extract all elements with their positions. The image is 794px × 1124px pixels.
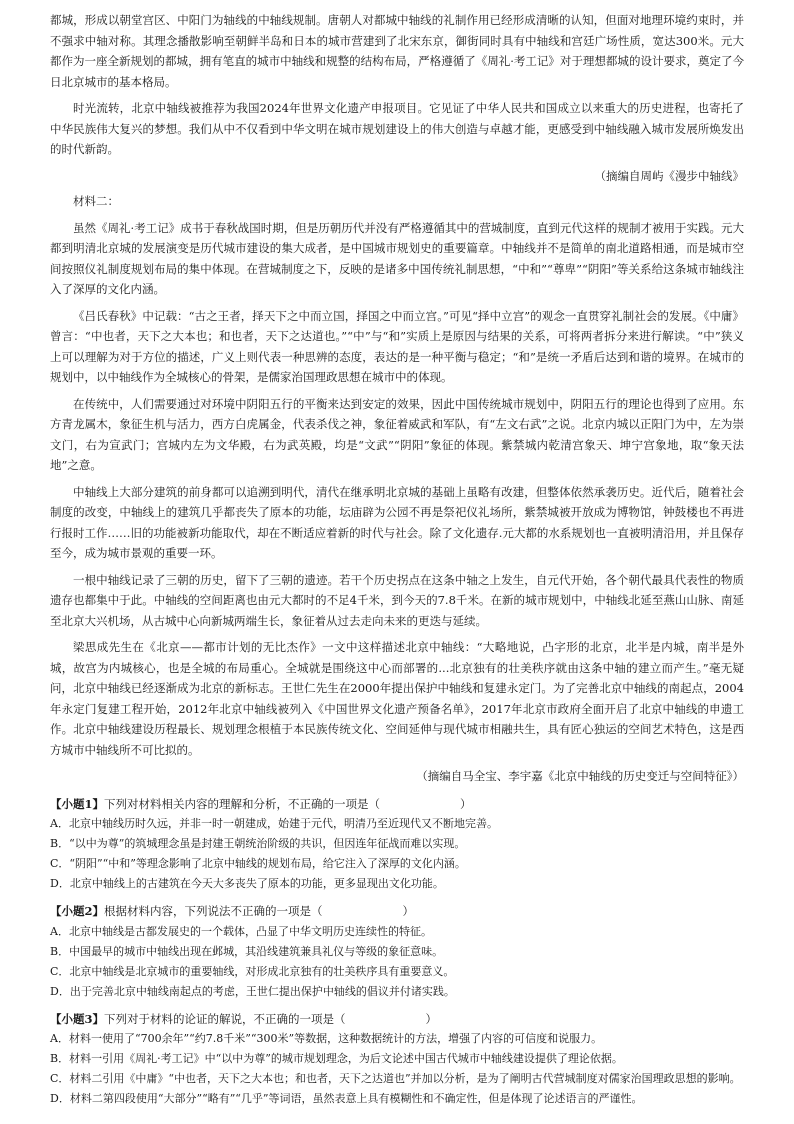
- question-tag: 【小题3】: [50, 1011, 105, 1026]
- material2-paragraph: 在传统中，人们需要通过对环境中阴阳五行的平衡来达到安定的效果，因此中国传统城市规划中，阴阳五行的理论也得到了应用。东方青龙属木，象征生机与活力，西方白虎属金，代表杀伐之神，象征着威武和军队，有“左文右武”之说。北京内城以正阳门为中，左为崇文门，右为宣武门；宫城内左为文华殿，右为武英殿，均是“文武”“阴阳”象征的体现。紫禁城内乾清宫象天、坤宁宫象地，取“象天法地”之意。: [50, 396, 744, 472]
- material2-paragraph: 梁思成先生在《北京——都市计划的无比杰作》一文中这样描述北京中轴线：“大略地说，凸字形的北京，北半是内城，南半是外城，故宫为内城核心，也是全城的布局重心。全城就是围绕这中心而部署的...北京独有的壮美秩序就由这条中轴的建立而产生。”毫无疑问，北京中轴线已经逐渐成为北京的新标志。王世仁先生在2000年提出保护中轴线和复建永定门。为了完善北京中轴线的南起点，2004年永定门复建工程开始，2012年北京中轴线被列入《中国世界文化遗产预备名单》，2017年北京市政府全面开启了北京中轴线的申遗工作。北京中轴线建设历程最长、规划理念根植于本民族传统文化、空间延伸与现代城市相融共生，具有匠心独运的空间艺术特色，这是西方城市中轴线所不可比拟的。: [50, 640, 744, 757]
- material2-paragraph: 《吕氏春秋》中记载：“古之王者，择天下之中而立国，择国之中而立宫。”可见“择中立宫”的观念一直贯穿礼制社会的发展。《中庸》曾言：“中也者，天下之大本也；和也者，天下之达道也。”“中”与“和”实质上是原因与结果的关系，可将两者拆分来进行解读。“中”狭义上可以理解为对于方位的描述，广义上则代表一种思辨的态度，表达的是一种平衡与稳定；“和”是统一矛盾后达到和谐的境界。在城市的规划中，以中轴线作为全城核心的骨架，是儒家治国理政思想在城市中的体现。: [50, 308, 744, 384]
- question-close: ）: [460, 796, 472, 811]
- option-c[interactable]: C．北京中轴线是北京城市的重要轴线，对形成北京独有的壮美秩序具有重要意义。: [50, 964, 455, 978]
- exam-page: [50, 10, 744, 1109]
- option-a[interactable]: A．材料一使用了“700余年”“约7.8千米”“300米”等数据，这种数据统计的方法，增强了内容的可信度和说服力。: [50, 1032, 603, 1045]
- option-b[interactable]: B．“以中为尊”的筑城理念虽是封建王朝统治阶级的共识，但因连年征战而难以实现。: [50, 837, 466, 850]
- option-a[interactable]: A．北京中轴线是古都发展史的一个载体，凸显了中华文明历史连续性的特征。: [50, 924, 432, 938]
- question-tag: 【小题1】: [50, 796, 105, 811]
- option-b[interactable]: B．材料一引用《周礼·考工记》中“以中为尊”的城市规划理念，为后文论述中国古代城市中轴线建设提供了理论依据。: [50, 1052, 623, 1065]
- option-a[interactable]: A．北京中轴线历时久远，并非一时一朝建成，始建于元代，明清乃至近现代又不断地完善。: [50, 817, 498, 830]
- question-stem: [50, 1009, 744, 1030]
- material2-paragraph: 虽然《周礼·考工记》成书于春秋战国时期，但是历朝历代并没有严格遵循其中的营城制度，直到元代这样的规制才被用于实践。元大都到明清北京城的发展演变是历代城市建设的集大成者，是中国城市规划史的重要篇章。中轴线并不是简单的南北道路相通，而是城市空间按照仪礼制度规划布局的集中体现。在营城制度之下，反映的是诸多中国传统礼制思想，“中和”“尊卑”“阴阳”等关系给这条城市轴线注入了深厚的文化内涵。: [50, 220, 744, 296]
- question-tag: 【小题2】: [50, 904, 105, 918]
- question-stem: [50, 794, 744, 815]
- question-close: ）: [402, 904, 415, 918]
- material2-paragraph: 一根中轴线记录了三朝的历史，留下了三朝的遗迹。若干个历史拐点在这条中轴之上发生，自元代开始，各个朝代最具代表性的物质遗存也都集中于此。中轴线的空间距离也由元大都时的不足4千米，到今天的7.8千米。在新的城市规划中，中轴线北延至燕山山脉、南延至北京大兴机场，从古城中心向新城两端生长，象征着从过去走向未来的更迭与延续。: [50, 572, 744, 628]
- option-c[interactable]: C．材料二引用《中庸》“中也者，天下之大本也；和也者，天下之达道也”并加以分析，是为了阐明古代营城制度对儒家治国理政思想的影响。: [50, 1072, 741, 1085]
- question-close: ）: [425, 1011, 438, 1026]
- question-1: [50, 794, 744, 895]
- option-d[interactable]: D．北京中轴线上的古建筑在今天大多丧失了原本的功能，更多显现出文化功能。: [50, 877, 444, 890]
- question-stem: [50, 901, 744, 922]
- question-text: 根据材料内容，下列说法不正确的一项是（: [104, 904, 323, 918]
- option-d[interactable]: D．材料二第四段使用“大部分”“略有”“几乎”等词语，虽然表意上具有模糊性和不确定性，但是体现了论述语言的严谨性。: [50, 1092, 643, 1105]
- material1-source: （摘编自周屿《漫步中轴线》: [594, 168, 744, 183]
- material2-paragraph: 中轴线上大部分建筑的前身都可以追溯到明代，清代在继承明北京城的基础上虽略有改建，但整体依然承袭历史。近代后，随着社会制度的改变，中轴线上的建筑几乎都丧失了原本的功能，坛庙辟为公园不再是祭祀仪礼场所，紫禁城被开放成为博物馆，钟鼓楼也不再进行报时工作……旧的功能被新功能取代，却在不断适应着新的时代与社会。除了文化遗存.元大都的水系规划也一直被明清沿用，并且保存至今，成为城市景观的重要一环。: [50, 484, 744, 560]
- option-d[interactable]: D．出于完善北京中轴线南起点的考虑，王世仁提出保护中轴线的倡议并付诸实践。: [50, 984, 455, 998]
- question-3: [50, 1009, 744, 1110]
- material2-source: （摘编自马全宝、李宇嘉《北京中轴线的历史变迁与空间特征》）: [416, 769, 744, 783]
- question-text: 下列对材料相关内容的理解和分析，不正确的一项是（: [104, 796, 381, 811]
- question-2: [50, 901, 744, 1002]
- option-c[interactable]: C．“阴阳”“中和”等理念影响了北京中轴线的规划布局，给它注入了深厚的文化内涵。: [50, 857, 466, 870]
- material1-paragraph: 都城，形成以朝堂宫区、中阳门为轴线的中轴线规制。唐朝人对都城中轴线的礼制作用已经形成清晰的认知，但面对地理环境约束时，并不强求中轴对称。其理念播散影响至朝鲜半岛和日本的城市营建到了北宋东京，御街同时具有中轴线和宫廷广场性质，宽达300米。元大都作为一座全新规划的都城，拥有笔直的城市中轴线和规整的结构布局，严格遵循了《周礼·考工记》对于理想都城的设计要求，奠定了今日北京城市的基本格局。: [50, 13, 744, 89]
- question-text: 下列对于材料的论证的解说，不正确的一项是（: [104, 1011, 346, 1026]
- material1-paragraph: 时光流转，北京中轴线被推荐为我国2024年世界文化遗产申报项目。它见证了中华人民共和国成立以来重大的历史进程，也寄托了中华民族伟大复兴的梦想。我们从中不仅看到中华文明在城市规划建设上的伟大创造与卓越才能，更感受到中轴线融入城市发展所焕发出的时代新韵。: [50, 101, 744, 156]
- option-b[interactable]: B．中国最早的城市中轴线出现在邺城，其沿线建筑兼具礼仪与等级的象征意味。: [50, 944, 444, 958]
- material2-heading: 材料二：: [73, 194, 119, 208]
